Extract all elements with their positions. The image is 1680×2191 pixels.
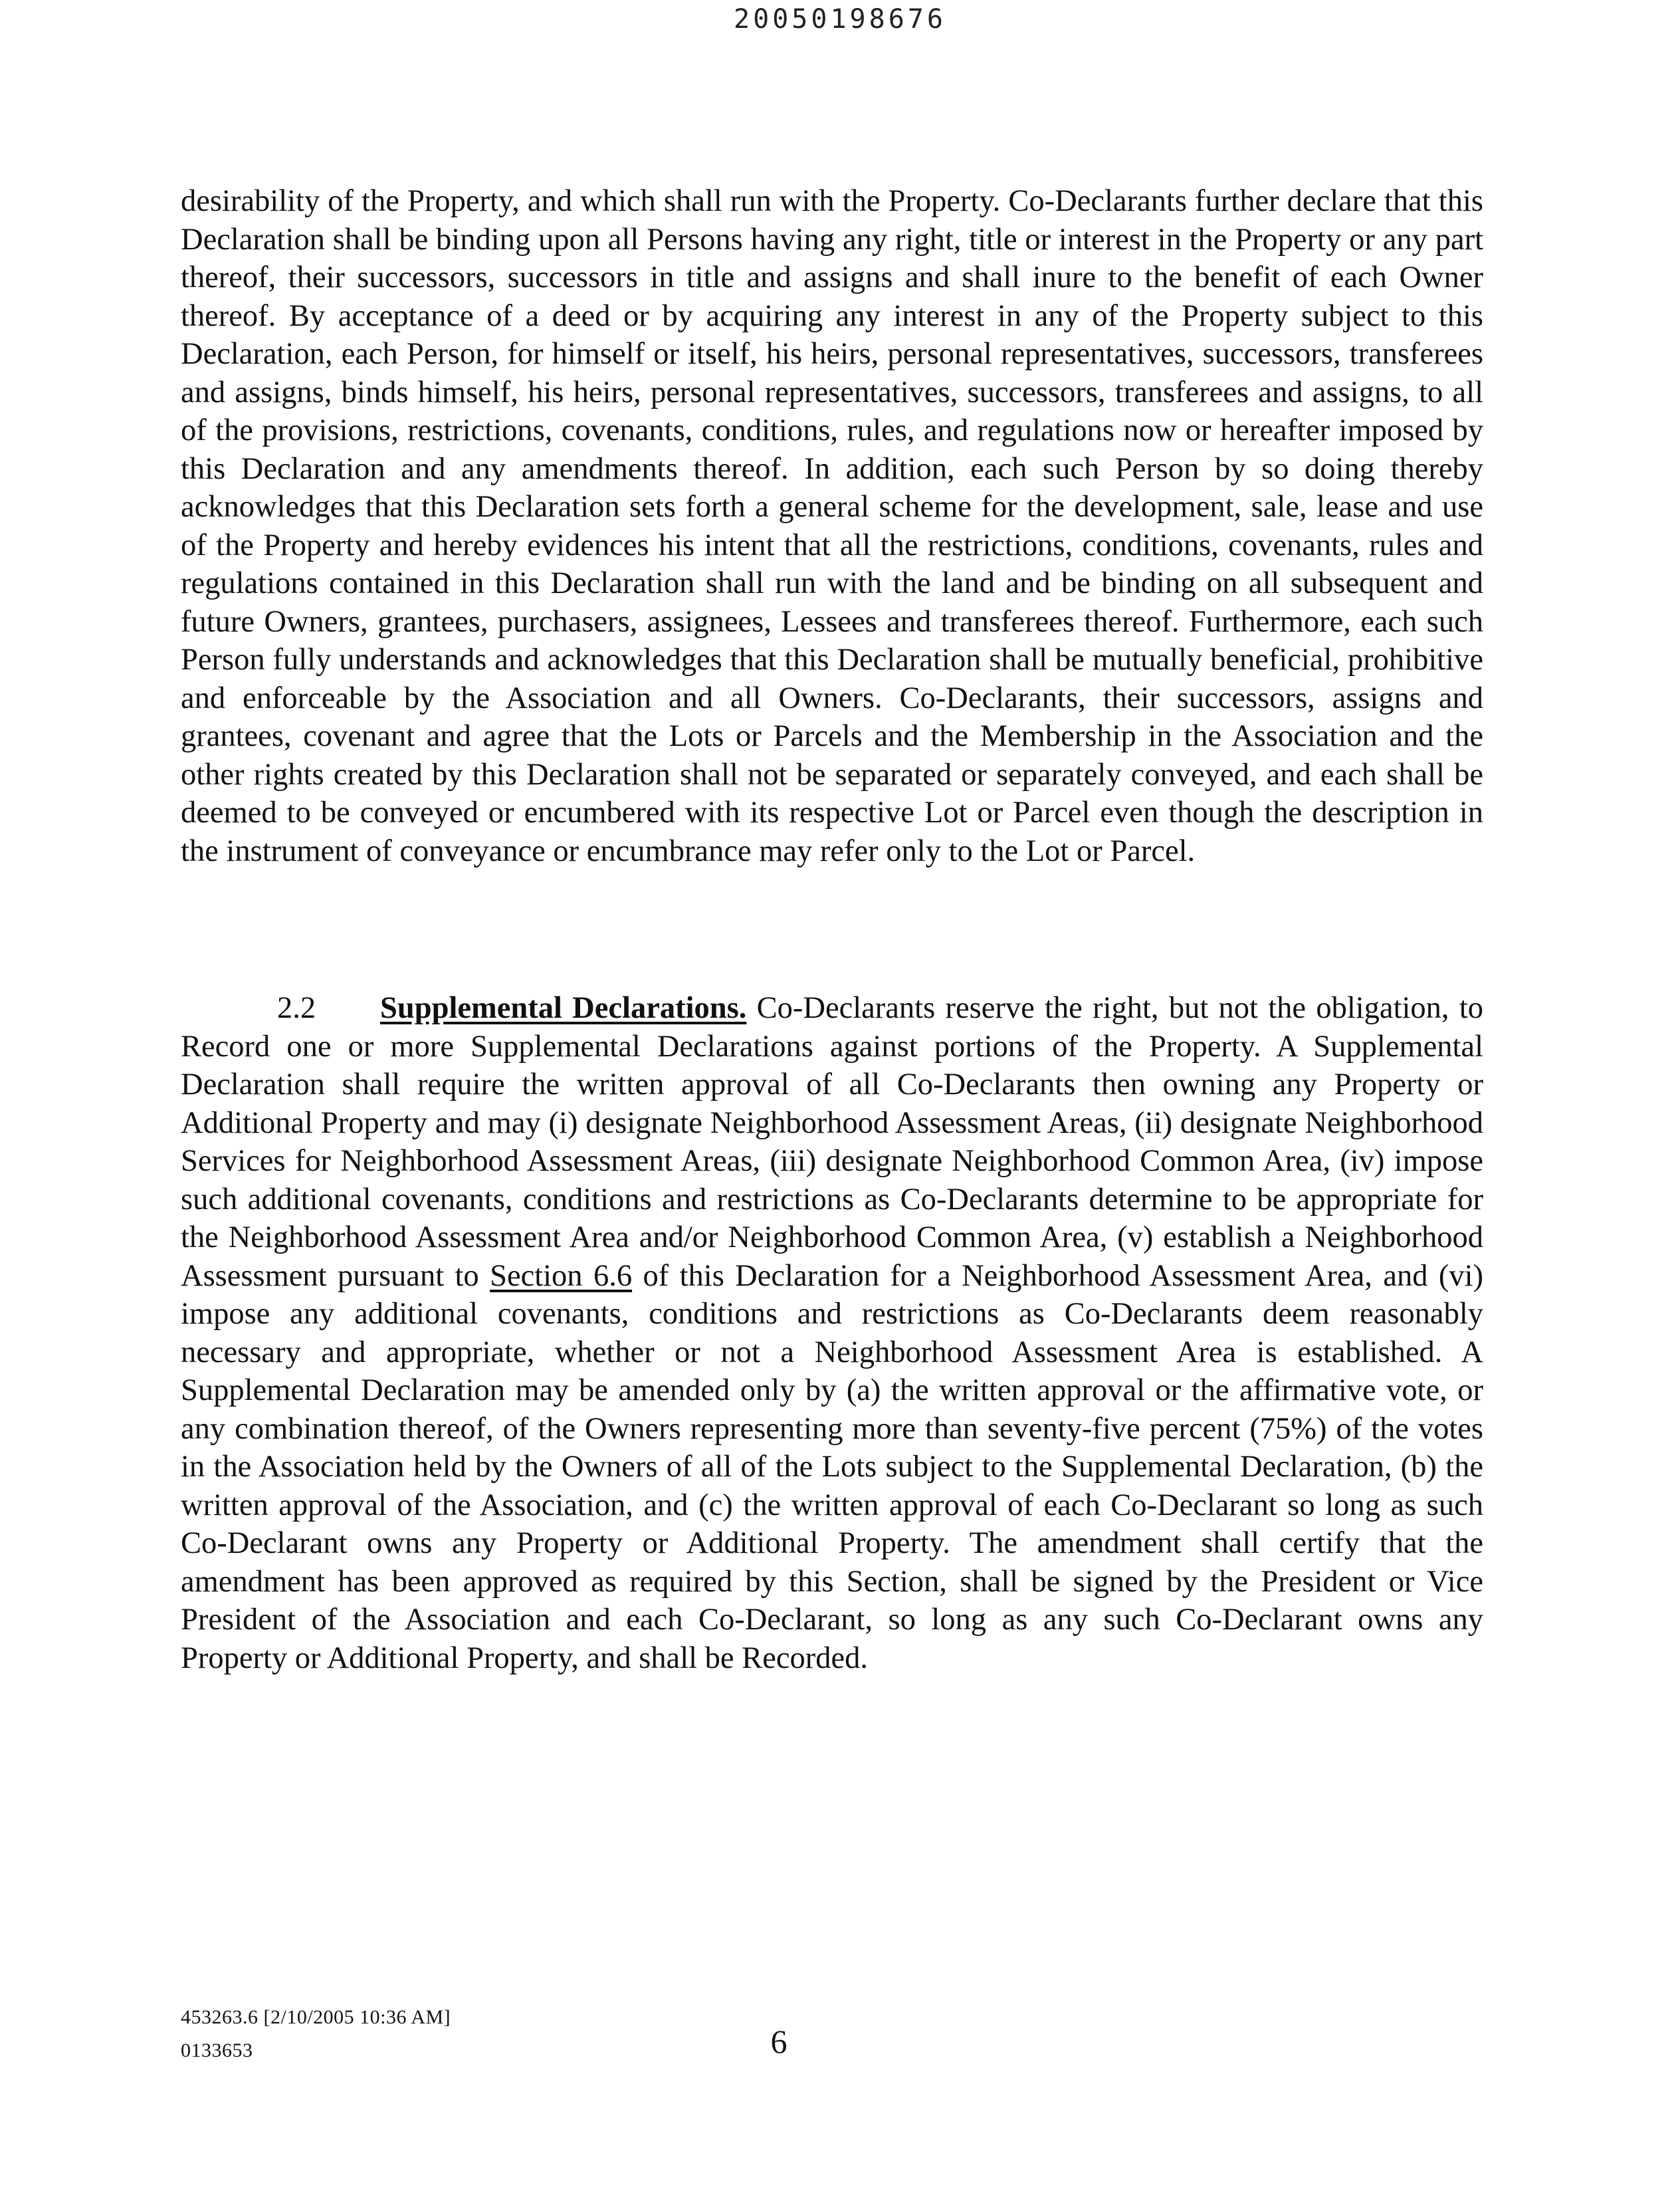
page-number: 6 — [770, 2023, 788, 2060]
footer-document-reference: 453263.6 [2/10/2005 10:36 AM] — [181, 2006, 451, 2028]
document-number-header: 20050198676 — [734, 4, 946, 35]
section-title: Supplemental Declarations. — [380, 991, 747, 1025]
section-reference: Section 6.6 — [490, 1258, 633, 1293]
footer-client-number: 0133653 — [181, 2039, 253, 2061]
body-paragraph-continuation: desirability of the Property, and which shall run with the Property. Co-Declarants further declare that this Declaration shall be binding upon all Persons having any right, title or interest in the Property or any part thereof, their successors, successors in title and assigns and shall inure to the benefit of each Owner thereof. By acceptance of a deed or by acquiring any interest in any of the Property subject to this Declaration, each Person, for himself or itself, his heirs, personal representatives, successors, transferees and assigns, binds himself, his heirs, personal representatives, successors, transferees and assigns, to all of the provisions, restrictions, covenants, conditions, rules, and regulations now or hereafter imposed by this Declaration and any amendments thereof. In addition, each such Person by so doing thereby acknowledges that this Declaration sets forth a general scheme for the development, sale, lease and use of the Property and hereby evidences his intent that all the restrictions, conditions, covenants, rules and regulations contained in this Declaration shall run with the land and be binding on all subsequent and future Owners, grantees, purchasers, assignees, Lessees and transferees thereof. Furthermore, each such Person fully understands and acknowledges that this Declaration shall be mutually beneficial, prohibitive and enforceable by the Association and all Owners. Co-Declarants, their successors, assigns and grantees, covenant and agree that the Lots or Parcels and the Membership in the Association and the other rights created by this Declaration shall not be separated or separately conveyed, and each shall be deemed to be conveyed or encumbered with its respective Lot or Parcel even though the description in the instrument of conveyance or encumbrance may refer only to the Lot or Parcel. — [181, 184, 1483, 868]
section-text-before-reference: Co-Declarants reserve the right, but not the obligation, to Record one or more Supplemental Declarations against portions of the Property. A Supplemental Declaration shall require the written approval of all Co-Declarants then owning any Property or Additional Property and may (i) designate Neighborhood Assessment Areas, (ii) designate Neighborhood Services for Neighborhood Assessment Areas, (iii) designate Neighborhood Common Area, (iv) impose such additional covenants, conditions and restrictions as Co-Declarants determine to be appropriate for the Neighborhood Assessment Area and/or Neighborhood Common Area, (v) establish a Neighborhood Assessment pursuant to — [181, 991, 1483, 1293]
section-text-after-reference: of this Declaration for a Neighborhood Assessment Area, and (vi) impose any additional covenants, conditions and restrictions as Co-Declarants deem reasonably necessary and appropriate, whether or not a Neighborhood Assessment Area is established. A Supplemental Declaration may be amended only by (a) the written approval or the affirmative vote, or any combination thereof, of the Owners representing more than seventy-five percent (75%) of the votes in the Association held by the Owners of all of the Lots subject to the Supplemental Declaration, (b) the written approval of the Association, and (c) the written approval of each Co-Declarant so long as such Co-Declarant owns any Property or Additional Property. The amendment shall certify that the amendment has been approved as required by this Section, shall be signed by the President or Vice President of the Association and each Co-Declarant, so long as any such Co-Declarant owns any Property or Additional Property, and shall be Recorded. — [181, 1258, 1483, 1675]
section-2-2-paragraph — [181, 989, 1483, 1677]
section-number: 2.2 — [277, 991, 316, 1025]
